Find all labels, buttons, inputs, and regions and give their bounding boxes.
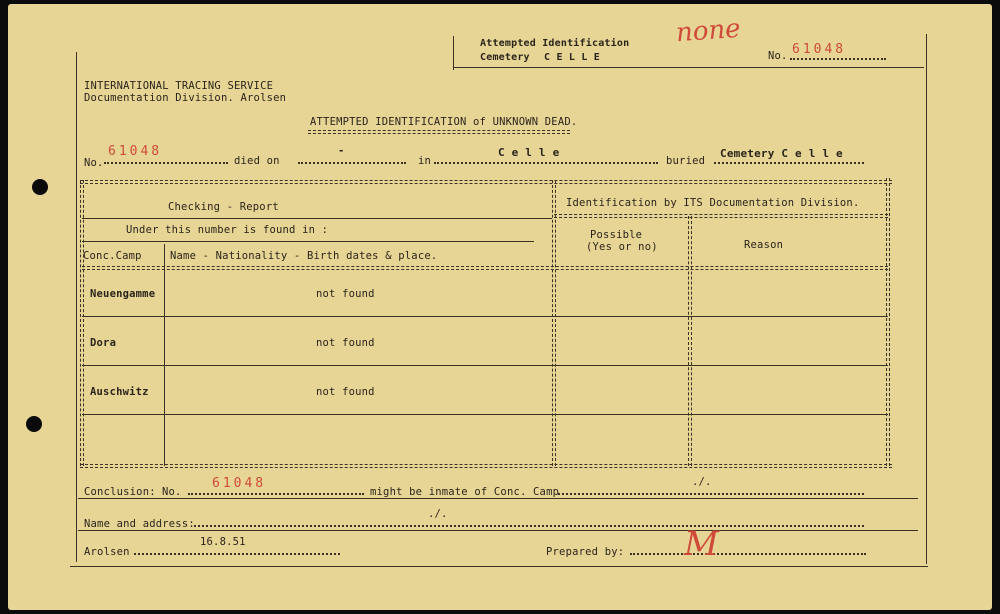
record-died-value: - — [338, 145, 345, 157]
table-bottom-border — [80, 464, 892, 468]
conclusion-no-value: 61048 — [212, 476, 267, 491]
camp-dots — [558, 493, 864, 495]
col-header-possible-2: (Yes or no) — [586, 241, 658, 253]
under-number-label: Under this number is found in : — [126, 224, 329, 236]
name-address-label: Name and address: — [84, 518, 195, 530]
date-dots — [134, 553, 340, 555]
date-value: 16.8.51 — [200, 536, 246, 548]
checking-report-header: Checking - Report — [168, 201, 279, 213]
record-no-label: No. — [84, 157, 104, 169]
frame-left — [76, 52, 77, 562]
name-address-dots — [194, 525, 864, 527]
record-no-dots — [104, 162, 228, 164]
record-in-label: in — [418, 155, 432, 167]
row-2-divider — [82, 365, 888, 366]
column-header-bottom — [82, 266, 888, 270]
row-1-result: not found — [316, 288, 375, 300]
table-top-border — [80, 180, 892, 184]
card-title: ATTEMPTED IDENTIFICATION of UNKNOWN DEAD. — [310, 116, 578, 128]
possible-reason-divider — [688, 216, 692, 466]
conclusion-divider — [78, 498, 918, 499]
top-no-value: 61048 — [792, 42, 847, 57]
stamp-bracket — [453, 36, 454, 70]
record-died-dots — [298, 162, 406, 164]
conclusion-label: Conclusion: — [84, 486, 156, 498]
camp-name-divider — [164, 244, 165, 466]
record-buried-value: Cemetery C e l l e — [720, 147, 843, 160]
title-underline — [308, 130, 570, 134]
handwritten-note: none — [675, 13, 742, 49]
row-3-camp: Auschwitz — [90, 386, 149, 398]
camp-value: ./. — [692, 476, 712, 488]
city-label: Arolsen — [84, 546, 130, 558]
record-in-dots — [434, 162, 658, 164]
record-buried-dots — [714, 162, 864, 164]
frame-right — [926, 34, 927, 564]
name-address-value: ./. — [428, 508, 448, 520]
prepared-by-dots — [630, 553, 866, 555]
row-1-camp: Neuengamme — [90, 288, 156, 300]
punch-hole-bottom — [26, 416, 42, 432]
row-3-divider — [82, 414, 888, 415]
stamp-line1: Attempted Identification — [480, 38, 630, 49]
prepared-by-signature: M — [684, 524, 719, 564]
stamp-line2-name: C E L L E — [544, 52, 600, 63]
frame-bottom — [70, 566, 928, 567]
row-2-result: not found — [316, 337, 375, 349]
record-died-label: died on — [234, 155, 280, 167]
identification-header: Identification by ITS Documentation Division. — [566, 197, 860, 209]
record-buried-label: buried — [666, 155, 706, 167]
col-header-camp: Conc.Camp — [83, 250, 142, 262]
table-left-border — [80, 180, 84, 466]
index-card — [8, 4, 992, 610]
header-row-divider-left — [82, 218, 552, 219]
subheader-divider — [82, 241, 534, 242]
top-no-label: No. — [768, 50, 788, 62]
stamp-line2-prefix: Cemetery — [480, 52, 530, 63]
row-1-divider — [82, 316, 888, 317]
prepared-by-label: Prepared by: — [546, 546, 625, 558]
org-line1: INTERNATIONAL TRACING SERVICE — [84, 80, 274, 92]
header-row-divider-right — [554, 214, 888, 218]
row-2-camp: Dora — [90, 337, 117, 349]
punch-hole-top — [32, 179, 48, 195]
record-in-value: C e l l e — [498, 146, 560, 159]
table-middle-divider — [552, 180, 556, 466]
row-3-result: not found — [316, 386, 375, 398]
org-line2: Documentation Division. Arolsen — [84, 92, 287, 104]
col-header-name: Name - Nationality - Birth dates & place. — [170, 250, 438, 262]
col-header-possible-1: Possible — [590, 229, 643, 241]
conclusion-no-label: No. — [162, 486, 182, 498]
table-right-border — [886, 178, 890, 466]
top-no-dots — [790, 58, 886, 60]
might-be-label: might be inmate of Conc. Camp — [370, 486, 560, 498]
record-no-value: 61048 — [108, 144, 163, 159]
col-header-reason: Reason — [744, 239, 784, 251]
name-address-divider — [78, 530, 918, 531]
stamp-underline — [454, 67, 924, 68]
conclusion-no-dots — [188, 493, 364, 495]
